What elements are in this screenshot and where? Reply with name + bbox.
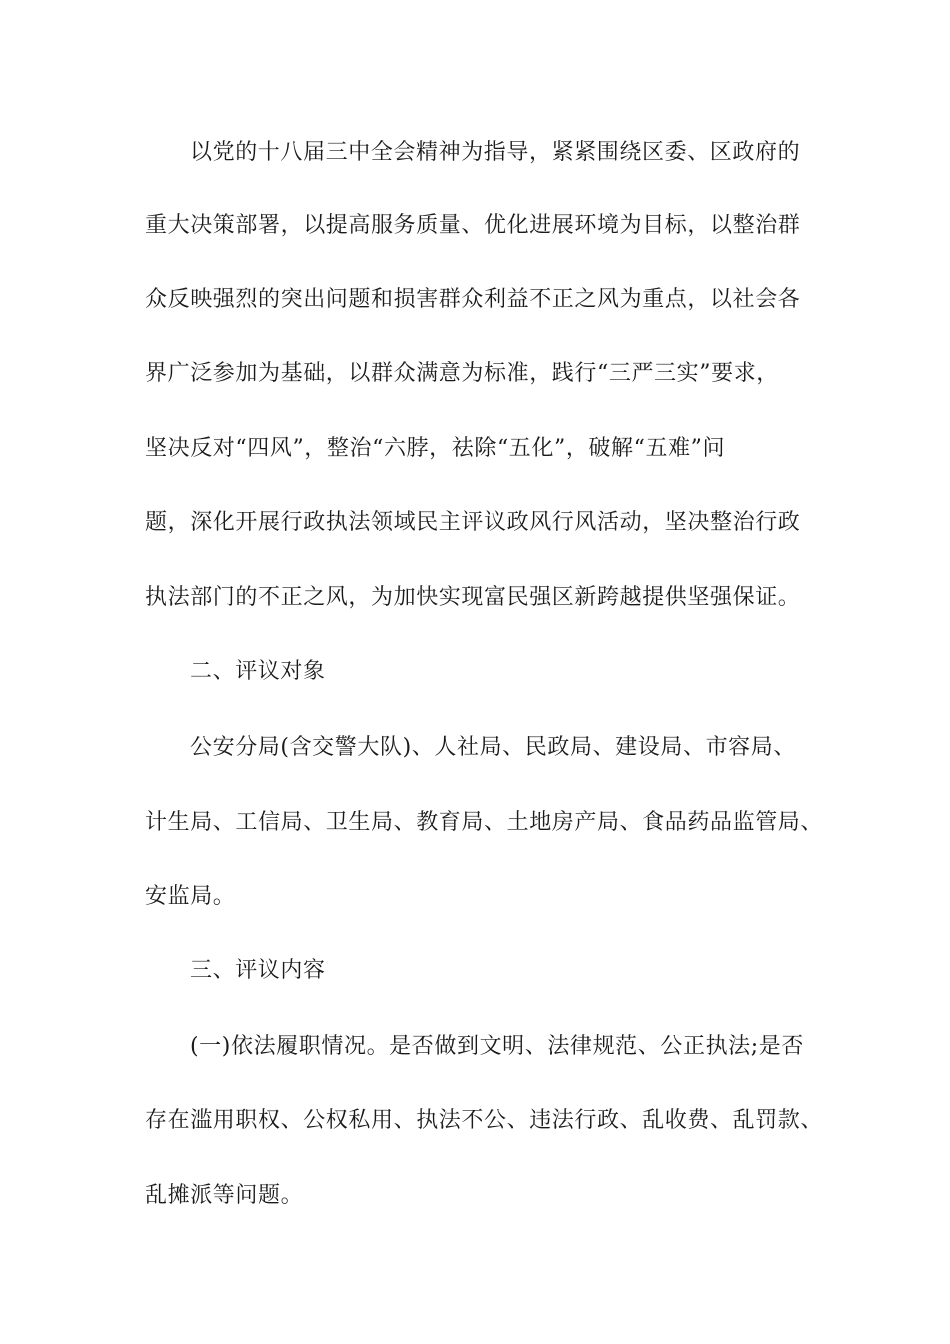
paragraph-2-line-3: 安监局。 xyxy=(145,884,236,909)
paragraph-2-line-1: 公安分局(含交警大队)、人社局、民政局、建设局、市容局、 xyxy=(190,735,796,760)
paragraph-1-line-5: 坚决反对“四风”，整治“六脖，祛除“五化”，破解“五难”问 xyxy=(145,436,726,461)
section-heading-evaluation-content: 三、评议内容 xyxy=(190,958,326,983)
paragraph-1-line-2: 重大决策部署，以提高服务质量、优化进展环境为目标，以整治群 xyxy=(145,213,801,238)
paragraph-1-line-1: 以党的十八届三中全会精神为指导，紧紧围绕区委、区政府的 xyxy=(190,140,801,165)
paragraph-1-line-4: 界广泛参加为基础，以群众满意为标准，践行“三严三实”要求， xyxy=(145,361,779,386)
section-heading-evaluation-targets: 二、评议对象 xyxy=(190,659,326,684)
paragraph-1-line-6: 题，深化开展行政执法领域民主评议政风行风活动，坚决整治行政 xyxy=(145,510,801,535)
paragraph-3-line-2: 存在滥用职权、公权私用、执法不公、违法行政、乱收费、乱罚款、 xyxy=(145,1108,824,1133)
paragraph-3-line-1: (一)依法履职情况。是否做到文明、法律规范、公正执法;是否 xyxy=(190,1034,804,1059)
paragraph-2-line-2: 计生局、工信局、卫生局、教育局、土地房产局、食品药品监管局、 xyxy=(145,810,824,835)
paragraph-3-line-3: 乱摊派等问题。 xyxy=(145,1183,304,1208)
paragraph-1-line-3: 众反映强烈的突出问题和损害群众利益不正之风为重点，以社会各 xyxy=(145,287,801,312)
paragraph-1-line-7: 执法部门的不正之风，为加快实现富民强区新跨越提供坚强保证。 xyxy=(145,585,801,610)
